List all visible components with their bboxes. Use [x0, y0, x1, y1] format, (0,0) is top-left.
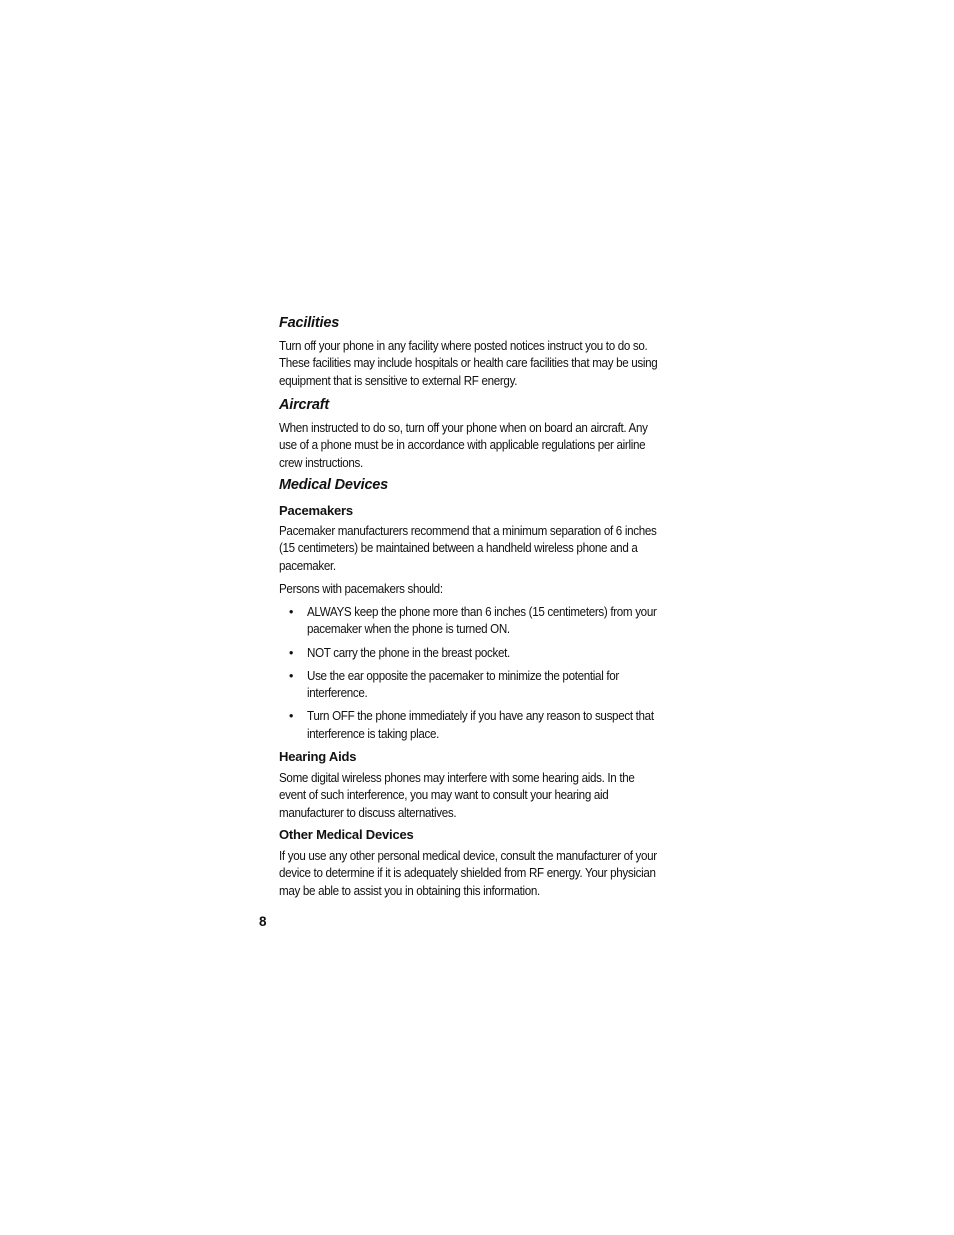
bullet-text: Turn OFF the phone immediately if you have any reason to suspect that interference is taking place.	[307, 709, 654, 741]
section-medical-devices	[279, 476, 388, 500]
medical-devices-heading: Medical Devices	[279, 477, 389, 493]
aircraft-heading: Aircraft	[279, 397, 329, 413]
pacemakers-intro: Persons with pacemakers should:	[279, 582, 443, 596]
bullet-text: ALWAYS keep the phone more than 6 inches (15 centimeters) from your pacemaker when the phone is turned ON.	[307, 605, 657, 637]
aircraft-body: When instructed to do so, turn off your phone when on board an aircraft. Any use of a phone must be in accordance with applicable regulations per airline crew instructions.	[279, 421, 648, 470]
list-item	[279, 645, 659, 662]
bullet-icon: •	[289, 605, 294, 619]
list-item	[279, 668, 659, 703]
bullet-icon: •	[289, 668, 294, 683]
facilities-body: Turn off your phone in any facility where posted notices instruct you to do so. These facilities may include hospitals or health care facilities that may be using equipment that is sensitive to external RF energy.	[279, 339, 658, 388]
pacemaker-bullet-list	[279, 604, 659, 749]
hearing-aids-heading: Hearing Aids	[279, 749, 357, 764]
pacemakers-body: Pacemaker manufacturers recommend that a minimum separation of 6 inches (15 centimeters) be maintained between a handheld wireless phone and a pacemaker.	[279, 524, 657, 573]
facilities-heading: Facilities	[279, 315, 340, 331]
bullet-text: NOT carry the phone in the breast pocket.	[307, 645, 510, 660]
page-number: 8	[259, 914, 267, 929]
other-medical-devices-heading: Other Medical Devices	[279, 827, 414, 842]
section-facilities	[279, 314, 687, 390]
bullet-icon: •	[289, 709, 294, 724]
bullet-text: Use the ear opposite the pacemaker to minimize the potential for interference.	[307, 668, 619, 701]
bullet-icon: •	[289, 645, 294, 660]
other-medical-devices-body: If you use any other personal medical device, consult the manufacturer of your device to determine if it is adequately shielded from RF energy. Your physician may be able to assist you in obtaining this information.	[279, 849, 657, 898]
hearing-aids-body: Some digital wireless phones may interfere with some hearing aids. In the event of such interference, you may want to consult your hearing aid manufacturer to discuss alternatives.	[279, 771, 635, 820]
list-item	[279, 708, 659, 743]
section-aircraft	[279, 396, 687, 472]
pacemakers-heading: Pacemakers	[279, 503, 353, 518]
list-item	[279, 604, 659, 639]
